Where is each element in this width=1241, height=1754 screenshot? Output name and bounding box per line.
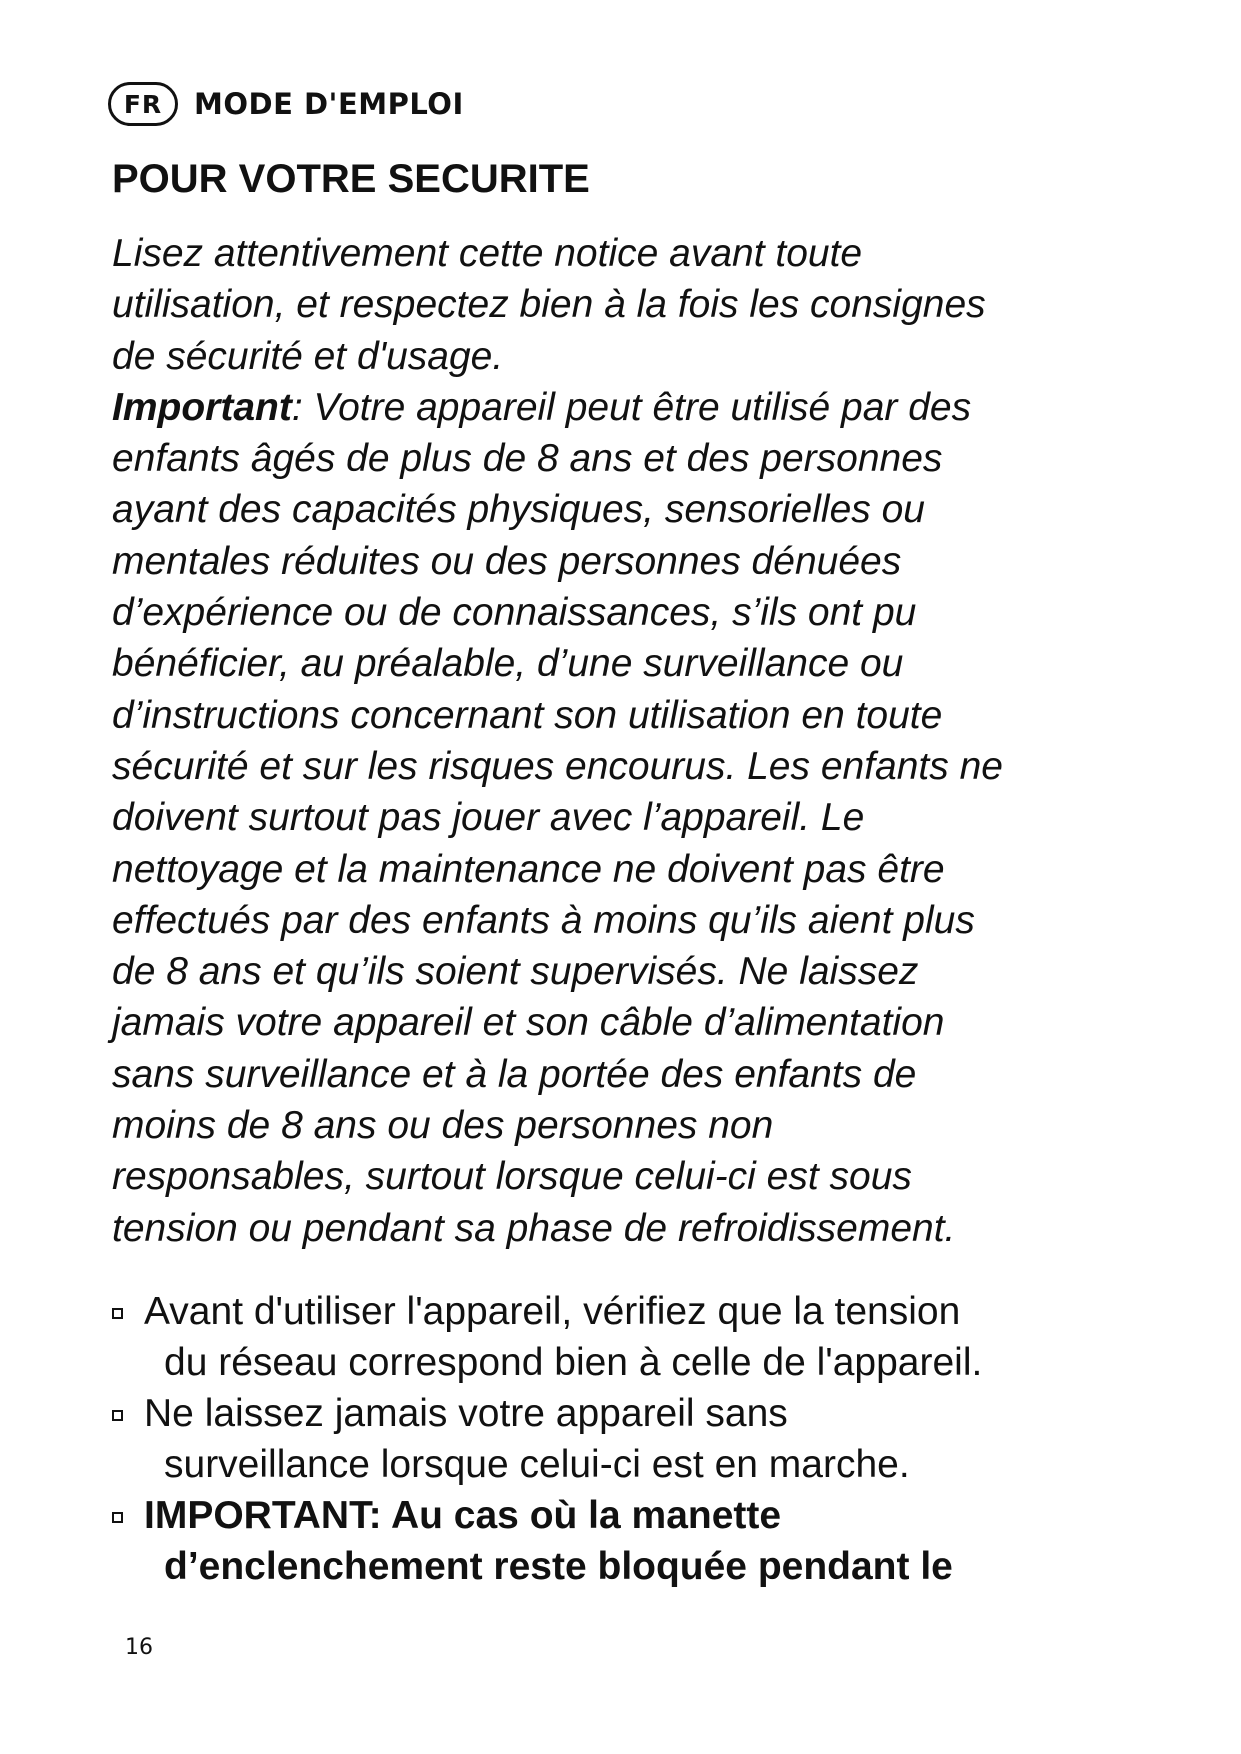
intro-line: utilisation, et respectez bien à la fois les consignes bbox=[112, 283, 986, 327]
bullet-line: Avant d'utiliser l'appareil, vérifiez que la tension bbox=[144, 1290, 961, 1333]
important-line: sécurité et sur les risques encourus. Les enfants ne bbox=[112, 744, 1003, 788]
intro-line: Lisez attentivement cette notice avant toute bbox=[112, 232, 863, 275]
important-line: moins de 8 ans ou des personnes non bbox=[112, 1104, 774, 1148]
important-first-line-text: : Votre appareil peut être utilisé par des bbox=[291, 385, 972, 429]
important-line: effectués par des enfants à moins qu’ils aient plus bbox=[112, 898, 975, 942]
important-line: de 8 ans et qu’ils soient supervisés. Ne laissez bbox=[112, 950, 919, 994]
intro-line: de sécurité et d'usage. bbox=[112, 334, 504, 378]
important-line: d’expérience ou de connaissances, s’ils ont pu bbox=[112, 591, 917, 635]
list-item bbox=[110, 1388, 1170, 1490]
checkbox-bullet-icon bbox=[112, 1512, 123, 1523]
checkbox-bullet-icon bbox=[112, 1308, 123, 1319]
bullet-line: du réseau correspond bien à celle de l'appareil. bbox=[164, 1341, 983, 1384]
section-title: POUR VOTRE SECURITE bbox=[112, 157, 590, 201]
important-line: jamais votre appareil et son câble d’alimentation bbox=[112, 1001, 945, 1045]
important-line: nettoyage et la maintenance ne doivent pas être bbox=[112, 847, 945, 891]
safety-intro bbox=[112, 228, 1152, 1254]
important-line: d’instructions concernant son utilisation en toute bbox=[112, 693, 943, 737]
safety-bullet-list bbox=[110, 1286, 1170, 1592]
important-line: ayant des capacités physiques, sensorielles ou bbox=[112, 488, 925, 532]
list-item bbox=[110, 1490, 1170, 1592]
important-line: responsables, surtout lorsque celui-ci est sous bbox=[112, 1155, 912, 1199]
important-line: bénéficier, au préalable, d’une surveillance ou bbox=[112, 642, 904, 686]
important-label: Important bbox=[112, 385, 292, 429]
list-item bbox=[110, 1286, 1170, 1388]
checkbox-bullet-icon bbox=[112, 1410, 123, 1421]
page-header bbox=[108, 78, 464, 130]
page-number: 16 bbox=[125, 1635, 153, 1660]
bullet-line: IMPORTANT: Au cas où la manette bbox=[144, 1494, 782, 1537]
important-first-line bbox=[112, 382, 1152, 433]
bullet-line: surveillance lorsque celui-ci est en marche. bbox=[164, 1443, 910, 1486]
important-line: mentales réduites ou des personnes dénuées bbox=[112, 539, 902, 583]
important-line: doivent surtout pas jouer avec l’appareil. Le bbox=[112, 796, 865, 840]
important-line: sans surveillance et à la portée des enfants de bbox=[112, 1052, 917, 1096]
bullet-line: d’enclenchement reste bloquée pendant le bbox=[164, 1545, 953, 1588]
bullet-line: Ne laissez jamais votre appareil sans bbox=[144, 1392, 788, 1435]
important-line: enfants âgés de plus de 8 ans et des personnes bbox=[112, 437, 943, 481]
language-badge: FR bbox=[108, 82, 178, 126]
important-line: tension ou pendant sa phase de refroidissement. bbox=[112, 1206, 956, 1250]
header-title: MODE D'EMPLOI bbox=[194, 87, 464, 121]
